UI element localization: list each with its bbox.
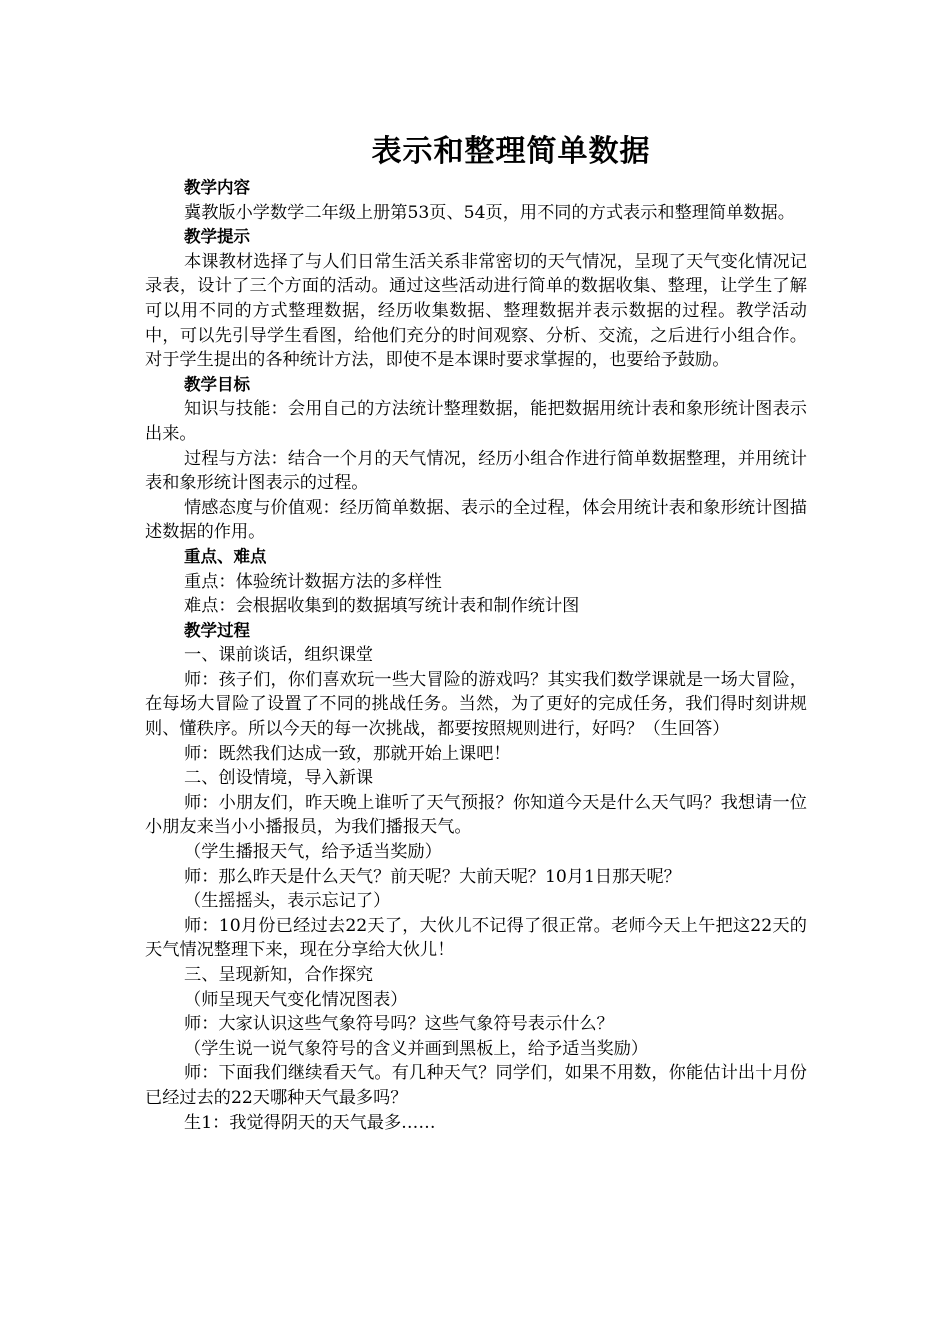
paragraph: 师：小朋友们，昨天晚上谁听了天气预报？你知道今天是什么天气吗？我想请一位小朋友来当小小播报员，为我们播报天气。 xyxy=(145,792,807,838)
paragraph: （学生播报天气，给予适当奖励） xyxy=(184,842,442,863)
document-title: 表示和整理简单数据 xyxy=(371,134,651,169)
paragraph: 冀教版小学数学二年级上册第53页、54页，用不同的方式表示和整理简单数据。 xyxy=(184,202,795,223)
paragraph: 师：下面我们继续看天气。有几种天气？同学们，如果不用数，你能估计出十月份已经过去的22天哪种天气最多吗？ xyxy=(145,1063,807,1108)
paragraph: （师呈现天气变化情况图表） xyxy=(184,989,408,1010)
heading-tips: 教学提示 xyxy=(184,227,250,247)
paragraph: 三、呈现新知，合作探究 xyxy=(184,965,374,985)
heading-goals: 教学目标 xyxy=(184,374,250,394)
paragraph: 一、课前谈话，组织课堂 xyxy=(184,645,374,666)
paragraph: 过程与方法：结合一个月的天气情况，经历小组合作进行简单数据整理，并用统计表和象形统计图表示的过程。 xyxy=(145,448,807,494)
heading-process: 教学过程 xyxy=(184,620,250,640)
paragraph: 知识与技能：会用自己的方法统计整理数据，能把数据用统计表和象形统计图表示出来。 xyxy=(145,399,807,444)
paragraph: （生摇摇头，表示忘记了） xyxy=(184,891,391,912)
paragraph: 本课教材选择了与人们日常生活关系非常密切的天气情况，呈现了天气变化情况记录表，设计了三个方面的活动。通过这些活动进行简单的数据收集、整理，让学生了解可以用不同的方式整理数据，经历收集数据、整理数据并表示数据的过程。教学活动中，可以先引导学生看图，给他们充分的时间观察、分析、交流，之后进行小组合作。对于学生提出的各种统计方法，即使不是本课时要求掌握的，也要给予鼓励。 xyxy=(145,251,807,371)
paragraph: 情感态度与价值观：经历简单数据、表示的全过程，体会用统计表和象形统计图描述数据的作用。 xyxy=(145,497,807,543)
paragraph: 师：既然我们达成一致，那就开始上课吧！ xyxy=(184,743,511,764)
paragraph: 师：大家认识这些气象符号吗？这些气象符号表示什么？ xyxy=(184,1014,614,1035)
paragraph: 重点：体验统计数据方法的多样性 xyxy=(184,571,442,592)
paragraph: 生1：我觉得阴天的天气最多…… xyxy=(184,1112,436,1133)
paragraph: 师：孩子们，你们喜欢玩一些大冒险的游戏吗？其实我们数学课就是一场大冒险，在每场大冒险了设置了不同的挑战任务。当然，为了更好的完成任务，我们得时刻讲规则、懂秩序。所以今天的每一次挑战，都要按照规则进行，好吗？（生回答） xyxy=(145,669,807,740)
heading-content: 教学内容 xyxy=(184,178,250,197)
paragraph: 师：那么昨天是什么天气？前天呢？大前天呢？10月1日那天呢？ xyxy=(184,866,681,887)
paragraph: 难点：会根据收集到的数据填写统计表和制作统计图 xyxy=(184,596,580,617)
paragraph: （学生说一说气象符号的含义并画到黑板上，给予适当奖励） xyxy=(184,1038,649,1059)
paragraph: 师：10月份已经过去22天了，大伙儿不记得了很正常。老师今天上午把这22天的天气情况整理下来，现在分享给大伙儿！ xyxy=(145,915,807,961)
paragraph: 二、创设情境，导入新课 xyxy=(184,768,374,789)
heading-keys: 重点、难点 xyxy=(184,546,267,566)
document-page xyxy=(145,130,807,1135)
